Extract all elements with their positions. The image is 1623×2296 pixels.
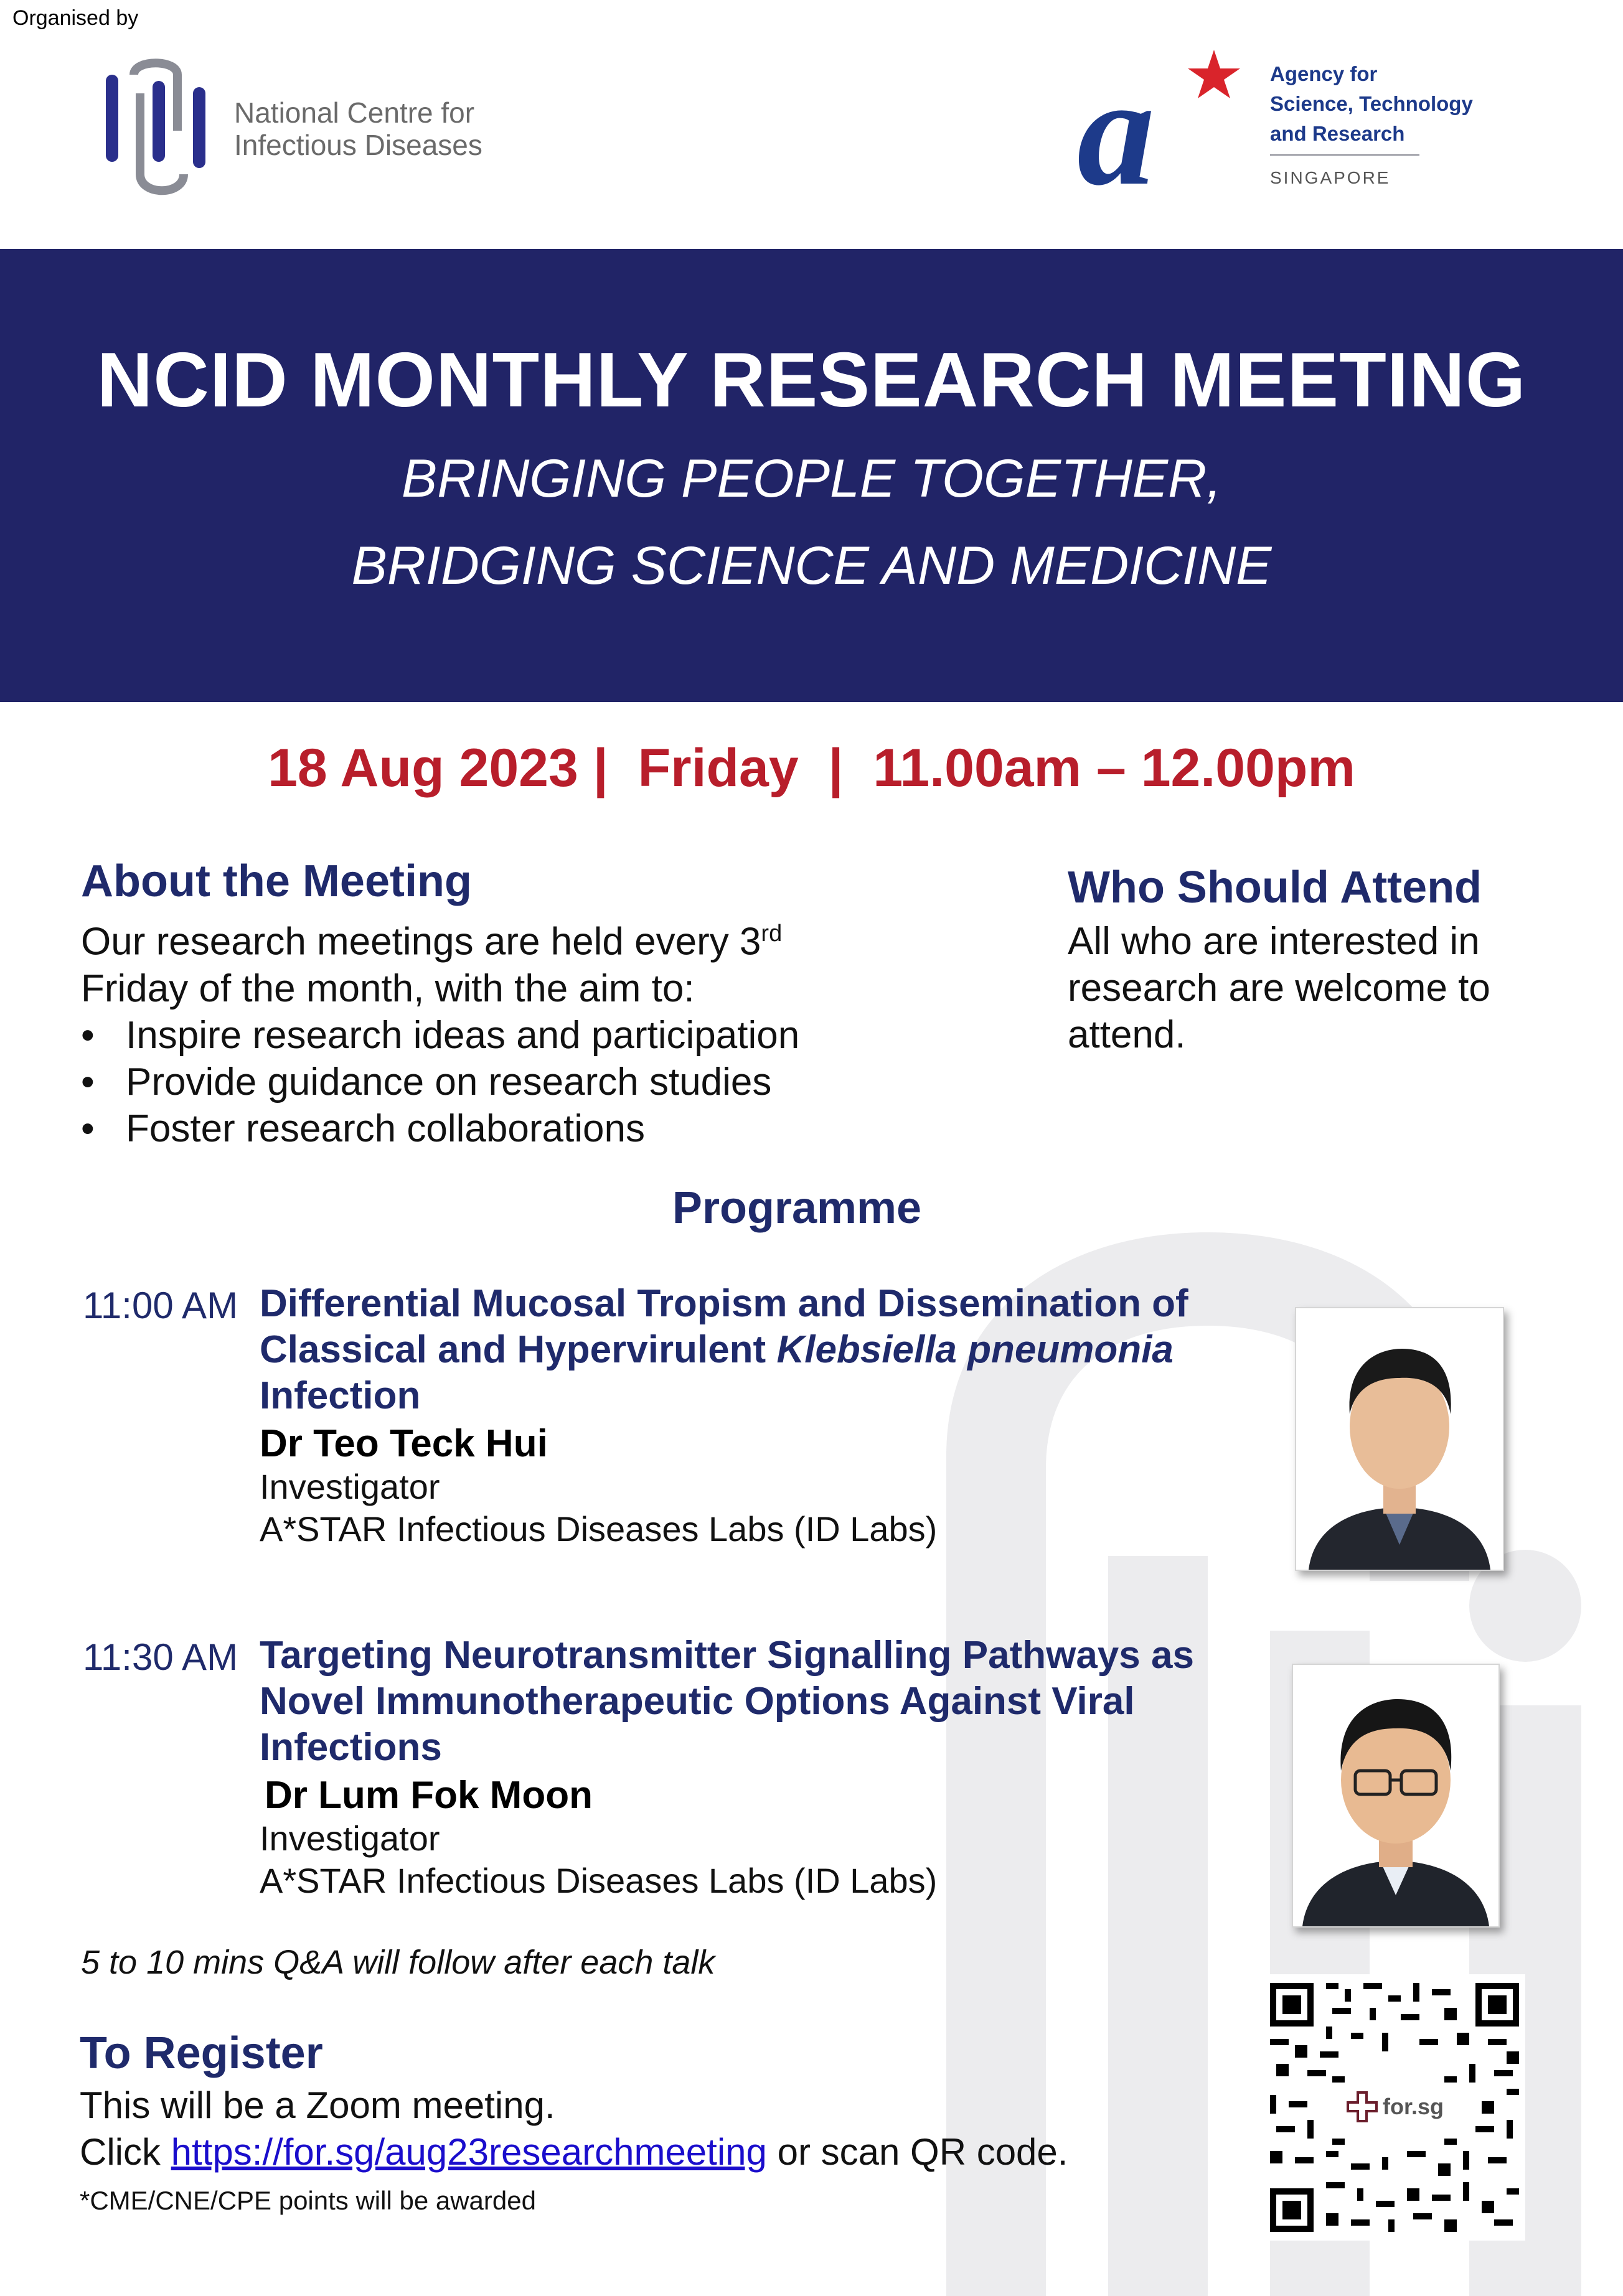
astar-name-line3: and Research <box>1270 122 1405 145</box>
for-sg-logo-icon <box>1345 2090 1379 2124</box>
speaker-org: A*STAR Infectious Diseases Labs (ID Labs) <box>260 1861 938 1900</box>
astar-country: SINGAPORE <box>1270 168 1391 187</box>
astar-emblem-icon <box>1077 44 1264 193</box>
list-item: • Provide guidance on research studies <box>81 1059 878 1105</box>
talk-2 <box>260 1633 1231 1902</box>
attend-heading: Who Should Attend <box>1068 863 1482 912</box>
talk-title-line: Targeting Neurotransmitter Signalling Pathways as <box>260 1634 1194 1677</box>
separator: | <box>593 738 608 798</box>
ncid-emblem-icon <box>106 56 212 212</box>
ncid-name-line1: National Centre for <box>234 96 475 129</box>
about-intro-line2: Friday of the month, with the aim to: <box>81 967 695 1010</box>
astar-name-line1: Agency for <box>1270 62 1378 85</box>
attend-body <box>1068 918 1490 1058</box>
speaker-role: Investigator <box>260 1467 440 1506</box>
svg-text:a: a <box>1077 45 1155 193</box>
organised-by-label: Organised by <box>12 6 139 30</box>
registration-link[interactable]: https://for.sg/aug23researchmeeting <box>171 2131 767 2173</box>
talk-time: 11:00 AM <box>83 1285 238 1326</box>
attend-line: research are welcome to <box>1068 967 1490 1010</box>
event-datetime <box>0 738 1623 799</box>
astar-name-line2: Science, Technology <box>1270 92 1473 115</box>
qr-label: for.sg <box>1382 2094 1444 2119</box>
speaker-role: Investigator <box>260 1819 440 1858</box>
talk-title-line: Infection <box>260 1374 421 1417</box>
aims-list <box>81 1012 878 1152</box>
about-heading: About the Meeting <box>81 856 472 906</box>
event-time: 11.00am – 12.00pm <box>873 738 1355 798</box>
banner-subtitle-line1: BRINGING PEOPLE TOGETHER, <box>401 449 1222 508</box>
separator: | <box>828 738 844 798</box>
event-title: NCID MONTHLY RESEARCH MEETING <box>96 337 1527 423</box>
astar-logo <box>1077 44 1500 199</box>
talk-time: 11:30 AM <box>83 1636 238 1678</box>
talk-title-line: Classical and Hypervirulent Klebsiella pneumonia <box>260 1328 1174 1371</box>
qr-center-label <box>1340 2083 1449 2130</box>
ncid-logo <box>106 56 504 212</box>
talk-1 <box>260 1281 1231 1550</box>
banner-subtitle-line2: BRIDGING SCIENCE AND MEDICINE <box>351 536 1272 596</box>
attend-line: attend. <box>1068 1013 1186 1056</box>
programme-heading: Programme <box>672 1183 922 1233</box>
register-line: This will be a Zoom meeting. <box>80 2084 555 2126</box>
speaker-portrait-icon <box>1293 1665 1498 1926</box>
speaker-photo <box>1295 1307 1504 1571</box>
ncid-name-line2: Infectious Diseases <box>234 129 482 161</box>
speaker-portrait-icon <box>1296 1308 1503 1570</box>
event-date: 18 Aug 2023 <box>268 738 578 798</box>
talk-title-line: Infections <box>260 1726 442 1769</box>
list-item: • Inspire research ideas and participation <box>81 1012 878 1059</box>
speaker-photo <box>1292 1664 1500 1928</box>
cme-note: *CME/CNE/CPE points will be awarded <box>80 2186 536 2215</box>
talk-title-line: Novel Immunotherapeutic Options Against Viral <box>260 1680 1135 1723</box>
about-intro-line1: Our research meetings are held every 3rd <box>81 920 783 963</box>
talk-title-line: Differential Mucosal Tropism and Dissemination of <box>260 1282 1188 1325</box>
qa-note: 5 to 10 mins Q&A will follow after each talk <box>81 1944 715 1981</box>
astar-divider <box>1270 154 1419 156</box>
register-line: Click https://for.sg/aug23researchmeeting or scan QR code. <box>80 2131 1068 2173</box>
registration-qr-code[interactable] <box>1264 1974 1525 2241</box>
register-body <box>80 2082 1068 2175</box>
register-heading: To Register <box>80 2028 323 2078</box>
attend-line: All who are interested in <box>1068 920 1480 963</box>
speaker-name: Dr Lum Fok Moon <box>265 1774 593 1817</box>
speaker-org: A*STAR Infectious Diseases Labs (ID Labs) <box>260 1509 938 1549</box>
speaker-name: Dr Teo Teck Hui <box>260 1422 548 1465</box>
list-item: • Foster research collaborations <box>81 1105 878 1152</box>
event-day: Friday <box>637 738 799 798</box>
about-body <box>81 911 878 1152</box>
